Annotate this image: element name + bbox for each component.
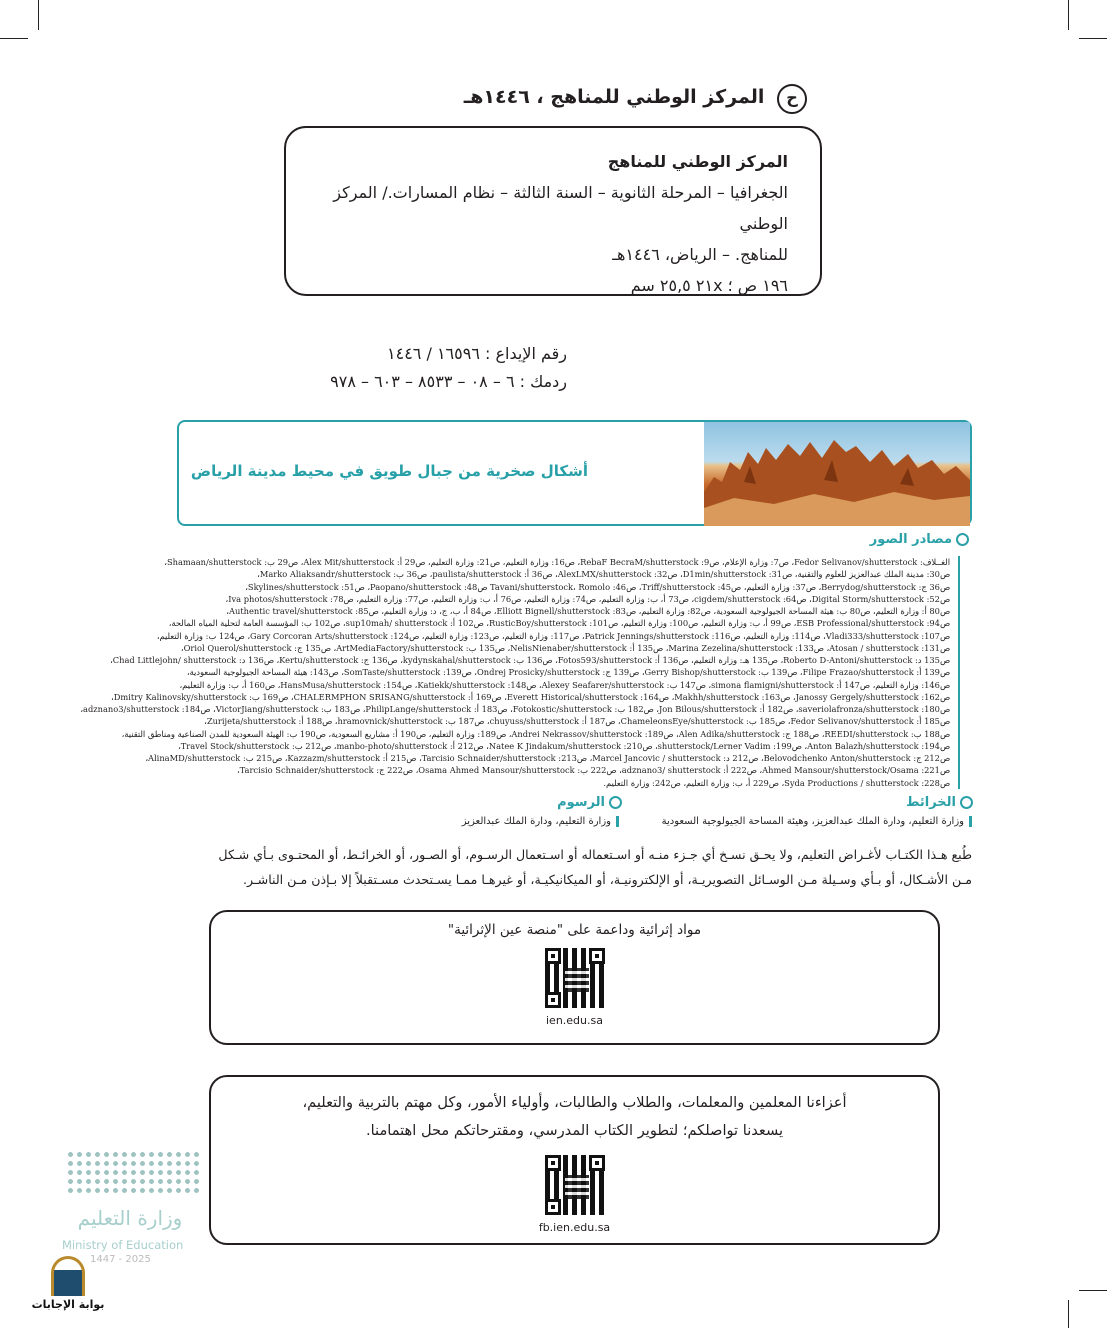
copyright-text: المركز الوطني للمناهج ، ١٤٤٦هـ bbox=[463, 86, 765, 108]
credit-line: ص185 أ: Fedor Selivanov/shutterstock، ص185 ب: ChameleonsEye/shutterstock، ص187 أ: chuyuss/shutterstock، ص187 ب: hramovnick/shutterstock، ص188 أ: Zurijeta/shutterstock، bbox=[204, 716, 950, 727]
catalog-line: المركز الوطني للمناهج bbox=[607, 152, 788, 171]
portal-label: بوابة الإجابات bbox=[31, 1298, 105, 1311]
copyright-circle-icon bbox=[960, 796, 973, 809]
credit-line: ص139 أ: Filipe Frazao/shutterstock، ص139 ب: Gerry Bishop/shutterstock، ص139 ج: Ondrej Prosicky/shutterstock، ص139: SomTaste/shutterstock، ص143: هيئة المساحة الجيولوجية السعودية، bbox=[186, 667, 950, 678]
copyright-symbol: ح bbox=[777, 84, 807, 114]
deposit-number: رقم الإيداع : ١٦٥٩٦ / ١٤٤٦ bbox=[387, 344, 567, 363]
crop-mark bbox=[1068, 0, 1069, 30]
credit-line: ص194: Anton Balazh/shutterstock، ص199: shutterstock/Lerner Vadim، ص210: Natee K Jindakum/shutterstock، ص212 أ: manbo-photo/shutterstock، ص212 ب: Travel Stock/shutterstock، bbox=[178, 740, 950, 751]
feedback-qr-code[interactable] bbox=[545, 1155, 605, 1215]
copyright-circle-icon bbox=[956, 533, 969, 546]
ien-url[interactable]: ien.edu.sa bbox=[546, 1014, 603, 1027]
copyright-line bbox=[287, 84, 807, 114]
credit-line: ص80 أ: وزارة التعليم، ص80 ب: هيئة المساحة الجيولوجية السعودية، ص82: وزارة التعليم، ص83: Elliott Bignell/shutterstock، ص84 أ، ب، ج، د: وزارة التعليم، ص85: Authentic travel/shutterstock، bbox=[226, 606, 950, 616]
catalog-line: ١٩٦ ص ؛ ٢١x ٢٥,٥ سم bbox=[630, 276, 788, 295]
rock-formations-image bbox=[704, 422, 970, 526]
maps-source: وزارة التعليم، ودارة الملك عبدالعزيز، وهيئة المساحة الجيولوجية السعودية bbox=[662, 816, 972, 827]
photo-sources-heading: مصادر الصور bbox=[870, 532, 969, 547]
credit-line: ص162: Janossy Gergely/shutterstock، ص163: Makhh/shutterstock، ص164: Everett Historical/shutterstock، ص169 أ: CHALERMPHON SRISANG/shutterstock، ص169 ب: Dmitry Kalinovsky/shutterstock، bbox=[111, 691, 950, 702]
portal-arch-icon bbox=[51, 1256, 85, 1296]
credit-line: ص131: Atosan / shutterstock، ص133: Marina Zezelina/shutterstock، ص135 أ: NelisNienaber/shutterstock، ص135 ب: ArtMediaFactory/shutterstock، ص135 ج: Oriol Querol/shutterstock، bbox=[180, 642, 950, 653]
ministry-name-ar: وزارة التعليم bbox=[77, 1206, 183, 1230]
catalog-line: للمناهج. – الرياض، ١٤٤٦هـ bbox=[612, 245, 788, 264]
copyright-circle-icon bbox=[609, 796, 622, 809]
credit-line: ص221: Ahmed Mansour/shutterstock/Osama، ص222 أ: adznano3/ shutterstock، ص222 ب: Osama Ahmed Mansour/shutterstock، ص222 ج: Tarcisio Schnaider/shutterstock، bbox=[236, 765, 950, 776]
crop-mark bbox=[1079, 38, 1107, 39]
rights-notice bbox=[180, 842, 972, 892]
ministry-name-en: Ministry of Education bbox=[62, 1238, 184, 1252]
ien-platform-box bbox=[209, 910, 940, 1045]
rights-line: طُبع هـذا الكتـاب لأغـراض التعليم، ولا يحـق نسـخ أي جـزء منـه أو اسـتعماله أو اسـتعمال الرسـوم، أو الصـور، أو الخرائـط، أو المحتـوى بـأي شـكل bbox=[218, 847, 972, 862]
credit-line: ص228: Syda Productions / shutterstock، ص229 أ، ب: وزارة التعليم، ص242: وزارة التعليم. bbox=[603, 777, 950, 788]
feedback-line: يسعدنا تواصلكم؛ لتطوير الكتاب المدرسي، ومقترحاتكم محل اهتمامنا. bbox=[365, 1122, 784, 1139]
ien-qr-code[interactable] bbox=[545, 948, 605, 1008]
credit-line: ص146: وزارة التعليم، ص147 أ: simona flamigni/shutterstock، ص147 ب: Alexey Seafarer/shutterstock، ص148: Katiekk/shutterstock، ص154: HansMusa/shutterstock، ص160 أ، ب: وزارة التعليم، bbox=[179, 679, 950, 690]
cover-caption-banner bbox=[177, 420, 972, 526]
feedback-url[interactable]: fb.ien.edu.sa bbox=[538, 1221, 611, 1234]
ministry-dots-emblem bbox=[66, 1150, 200, 1194]
banner-caption: أشكال صخرية من جبال طويق في محيط مدينة الرياض bbox=[190, 462, 588, 480]
crop-mark bbox=[1079, 1290, 1107, 1291]
crop-mark bbox=[1068, 1300, 1069, 1328]
tuwaiq-rocks-illustration bbox=[704, 422, 970, 526]
credit-line: ص180: saveriolafronza/shutterstock، ص182 أ: Jon Bilous/shutterstock، ص182 ب: Fotokostic/shutterstock، ص183 أ: PhilipLange/shutterstock، ص183 ب: VictorJiang/shutterstock، ص184: adznano3/shutterstock، bbox=[80, 704, 950, 714]
isbn: ردمك : ٦ – ٠٨ – ٨٥٣٣ – ٦٠٣ – ٩٧٨ bbox=[330, 372, 567, 391]
crop-mark bbox=[38, 0, 39, 30]
credit-line: ص135 د: Roberto D-Antoni/shutterstock، ص135 هـ: وزارة التعليم، ص136 أ: Fotos593/shutterstock، ص136 ب: kydynskahal/shutterstock، ص136 ج: Kertu/shutterstock، ص136 د: Chad Littlejohn/ shutterstock، bbox=[110, 655, 950, 665]
credit-line: ص107: Vladi333/shutterstock، ص114: وزارة التعليم، ص116: Patrick Jennings/shutterstock، ص117: وزارة التعليم، ص123: وزارة التعليم، ص124: Gary Corcoran Arts/shutterstock، ص124 ب: وزارة التعليم، bbox=[156, 630, 950, 641]
rights-line: مـن الأشـكال، أو بـأي وسـيلة مـن الوسـائل التصويريـة، أو الإلكترونيـة، أو الميكانيكيـة، أو غيرهـا ممـا يسـتحدث مسـتقبلاً إلا بـإذن مـن الناشـر. bbox=[243, 872, 972, 887]
credit-line: الغــلاف: Fedor Selivanov/shutterstock، ص7: وزارة الإعلام، ص9: RebaF BecraM/shutterstock، ص16: وزارة التعليم، ص21: وزارة التعليم، ص29 أ: Alex Mit/shutterstock، ص29 ب: Shamaan/shutterstock، bbox=[164, 557, 950, 567]
credit-line: ص30: مدينة الملك عبدالعزيز للعلوم والتقنية، ص31: D1min/shutterstock، ص32: AlexLMX/shutterstock، ص36 أ: paulista/shutterstock، ص36 ب: Marko Aliaksandr/shutterstock، bbox=[257, 569, 950, 580]
crop-mark bbox=[0, 38, 28, 39]
credit-line: ص212 ج: Belovodchenko Anton/shutterstock، ص212 د: Marcel Jancovic / shutterstock، ص213: Tarcisio Schnaider/shutterstock، ص215 أ: Kazzazm/shutterstock، ص215 ب: AlinaMD/shutterstock، bbox=[145, 753, 950, 763]
ministry-years: 2025 - 1447 bbox=[90, 1254, 151, 1265]
credit-line: ص94: ESB Professional/shutterstock، ص99 أ، ب: وزارة التعليم، ص100: وزارة التعليم، ص101: RusticBoy/shutterstock، ص102 أ: sup10mah/ shutterstock، ص102 ب: المؤسسة العامة لتحلية المياه المالحة، bbox=[168, 618, 950, 629]
deposit-info bbox=[267, 340, 567, 396]
credit-line: ص36 ج: Berrydog/shutterstock، ص37: وزارة التعليم، ص45: Triff/shutterstock، ص46: Tavani/shutterstock، Romolo ص48: Paopano/shutterstock، ص51: Skylines/shutterstock، bbox=[245, 581, 950, 592]
answers-portal-watermark bbox=[28, 1256, 108, 1320]
drawings-source: وزارة التعليم، ودارة الملك عبدالعزيز bbox=[462, 816, 619, 827]
drawings-heading: الرسوم bbox=[557, 795, 622, 810]
credit-line: ص188 ب: REEDI/shutterstock، ص188 ج: Alen Adika/shutterstock، ص189: Andrei Nekrassov/shutterstock، ص189: وزارة التعليم، ص190 أ: مشاريع السعودية، ص190 ب: الهيئة السعودية للمدن الصناعية ومناطق التقنية، bbox=[121, 728, 950, 739]
catalog-line: الجغرافيا – المرحلة الثانوية – السنة الثالثة – نظام المسارات./ المركز الوطني bbox=[333, 183, 788, 233]
maps-heading: الخرائط bbox=[906, 795, 973, 810]
credit-line: ص52: Digital Storm/shutterstock، ص64: cigdem/shutterstock، ص73 أ، ب: وزارة التعليم، ص74: وزارة التعليم، ص76 أ، ب: وزارة التعليم، ص77: وزارة التعليم، ص78: Iva photos/shutterstock، bbox=[225, 593, 950, 604]
feedback-line: أعزاءنا المعلمين والمعلمات، والطلاب والطالبات، وأولياء الأمور، وكل مهتم بالتربية والتعليم، bbox=[302, 1094, 847, 1111]
ien-heading: مواد إثرائية وداعمة على "منصة عين الإثرائية" bbox=[447, 922, 702, 938]
feedback-box bbox=[209, 1075, 940, 1245]
cataloging-box bbox=[284, 126, 822, 296]
photo-credits bbox=[80, 556, 960, 789]
